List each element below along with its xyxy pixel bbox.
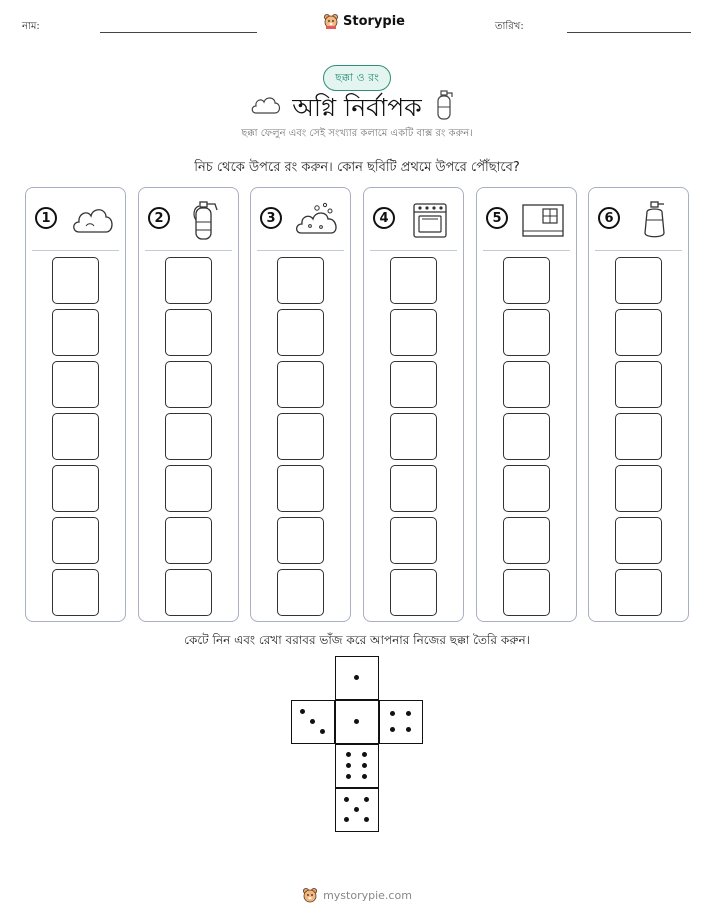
color-box[interactable] bbox=[52, 413, 99, 460]
dice-face-right bbox=[379, 700, 423, 744]
column-number: 2 bbox=[148, 207, 170, 229]
dice-pip bbox=[406, 727, 411, 732]
activity-badge: ছক্কা ও রং bbox=[323, 65, 391, 91]
dice-pip bbox=[354, 807, 359, 812]
dice-pip bbox=[346, 774, 351, 779]
column-number: 1 bbox=[35, 207, 57, 229]
name-line bbox=[100, 32, 257, 33]
dice-column-1 bbox=[25, 187, 126, 622]
color-box[interactable] bbox=[165, 569, 212, 616]
color-box[interactable] bbox=[390, 413, 437, 460]
column-divider bbox=[257, 250, 344, 251]
column-header bbox=[589, 188, 688, 250]
color-box[interactable] bbox=[390, 569, 437, 616]
color-box[interactable] bbox=[503, 569, 550, 616]
dice-pip bbox=[346, 752, 351, 757]
column-divider bbox=[145, 250, 232, 251]
color-box[interactable] bbox=[52, 309, 99, 356]
color-box[interactable] bbox=[165, 309, 212, 356]
footer bbox=[0, 887, 714, 903]
color-box[interactable] bbox=[503, 257, 550, 304]
color-box[interactable] bbox=[277, 361, 324, 408]
dice-pip bbox=[344, 817, 349, 822]
dice-column-5 bbox=[476, 187, 577, 622]
name-label: নাম: bbox=[22, 21, 40, 32]
color-box[interactable] bbox=[615, 413, 662, 460]
dice-pip bbox=[346, 763, 351, 768]
column-divider bbox=[483, 250, 570, 251]
bear-logo-icon bbox=[302, 887, 318, 903]
dice-face-lower bbox=[335, 744, 379, 788]
color-box[interactable] bbox=[390, 517, 437, 564]
color-box[interactable] bbox=[390, 465, 437, 512]
color-box[interactable] bbox=[52, 569, 99, 616]
column-divider bbox=[32, 250, 119, 251]
color-box[interactable] bbox=[277, 309, 324, 356]
smoke-cloud-icon bbox=[70, 200, 116, 240]
color-box[interactable] bbox=[52, 517, 99, 564]
column-header bbox=[139, 188, 238, 250]
date-line bbox=[567, 32, 691, 33]
dice-face-left bbox=[291, 700, 335, 744]
fire-extinguisher-icon bbox=[183, 200, 229, 240]
dice-column-4 bbox=[363, 187, 464, 622]
footer-url[interactable]: mystorypie.com bbox=[323, 888, 412, 902]
dice-pip bbox=[364, 797, 369, 802]
cut-instruction: কেটে নিন এবং রেখা বরাবর ভাঁজ করে আপনার নিজের ছক্কা তৈরি করুন। bbox=[184, 633, 530, 647]
foam-cloud-icon bbox=[295, 200, 341, 240]
color-box[interactable] bbox=[165, 465, 212, 512]
column-number: 4 bbox=[373, 207, 395, 229]
dice-pip bbox=[320, 729, 325, 734]
dice-pip bbox=[390, 711, 395, 716]
window-wall-icon bbox=[521, 200, 567, 240]
color-box[interactable] bbox=[615, 361, 662, 408]
column-header bbox=[477, 188, 576, 250]
color-box[interactable] bbox=[277, 465, 324, 512]
color-box[interactable] bbox=[390, 309, 437, 356]
color-box[interactable] bbox=[277, 413, 324, 460]
question-text: নিচ থেকে উপরে রং করুন। কোন ছবিটি প্রথমে উপরে পৌঁছাবে? bbox=[194, 160, 520, 175]
color-box[interactable] bbox=[503, 517, 550, 564]
dice-pip bbox=[362, 752, 367, 757]
bear-logo-icon bbox=[323, 13, 339, 29]
column-number: 6 bbox=[598, 207, 620, 229]
color-box[interactable] bbox=[615, 465, 662, 512]
dice-face-bottom bbox=[335, 788, 379, 832]
dice-pip bbox=[300, 709, 305, 714]
dice-pip bbox=[364, 817, 369, 822]
dice-pip bbox=[362, 763, 367, 768]
column-divider bbox=[595, 250, 682, 251]
column-header bbox=[251, 188, 350, 250]
column-header bbox=[364, 188, 463, 250]
color-box[interactable] bbox=[165, 361, 212, 408]
color-box[interactable] bbox=[165, 257, 212, 304]
brand-logo bbox=[323, 13, 405, 29]
color-box[interactable] bbox=[52, 465, 99, 512]
color-box[interactable] bbox=[503, 465, 550, 512]
color-box[interactable] bbox=[52, 257, 99, 304]
color-box[interactable] bbox=[165, 413, 212, 460]
column-number: 3 bbox=[260, 207, 282, 229]
dice-pip bbox=[406, 711, 411, 716]
dice-pip bbox=[344, 797, 349, 802]
color-box[interactable] bbox=[615, 569, 662, 616]
column-divider bbox=[370, 250, 457, 251]
dice-face-top bbox=[335, 656, 379, 700]
dice-column-3 bbox=[250, 187, 351, 622]
color-box[interactable] bbox=[615, 309, 662, 356]
dice-pip bbox=[390, 727, 395, 732]
color-box[interactable] bbox=[165, 517, 212, 564]
color-box[interactable] bbox=[390, 257, 437, 304]
color-box[interactable] bbox=[503, 309, 550, 356]
color-box[interactable] bbox=[277, 569, 324, 616]
dice-column-2 bbox=[138, 187, 239, 622]
dice-column-6 bbox=[588, 187, 689, 622]
dice-pip bbox=[310, 719, 315, 724]
date-label: তারিখ: bbox=[495, 21, 524, 32]
color-box[interactable] bbox=[277, 517, 324, 564]
gas-cylinder-icon bbox=[633, 200, 679, 240]
subtitle: ছক্কা ফেলুন এবং সেই সংখ্যার কলামে একটি বাক্স রং করুন। bbox=[241, 128, 473, 139]
color-box[interactable] bbox=[390, 361, 437, 408]
color-box[interactable] bbox=[615, 257, 662, 304]
color-box[interactable] bbox=[277, 257, 324, 304]
column-number: 5 bbox=[486, 207, 508, 229]
brand-name: Storypie bbox=[343, 13, 405, 29]
column-header bbox=[26, 188, 125, 250]
color-box[interactable] bbox=[615, 517, 662, 564]
dice-face-center bbox=[335, 700, 379, 744]
color-box[interactable] bbox=[503, 361, 550, 408]
page-title: অগ্নি নির্বাপক bbox=[292, 93, 422, 122]
color-box[interactable] bbox=[52, 361, 99, 408]
stove-oven-icon bbox=[408, 200, 454, 240]
dice-pip bbox=[354, 719, 359, 724]
dice-pip bbox=[354, 675, 359, 680]
fire-extinguisher-icon bbox=[433, 89, 455, 121]
color-box[interactable] bbox=[503, 413, 550, 460]
dice-pip bbox=[362, 774, 367, 779]
